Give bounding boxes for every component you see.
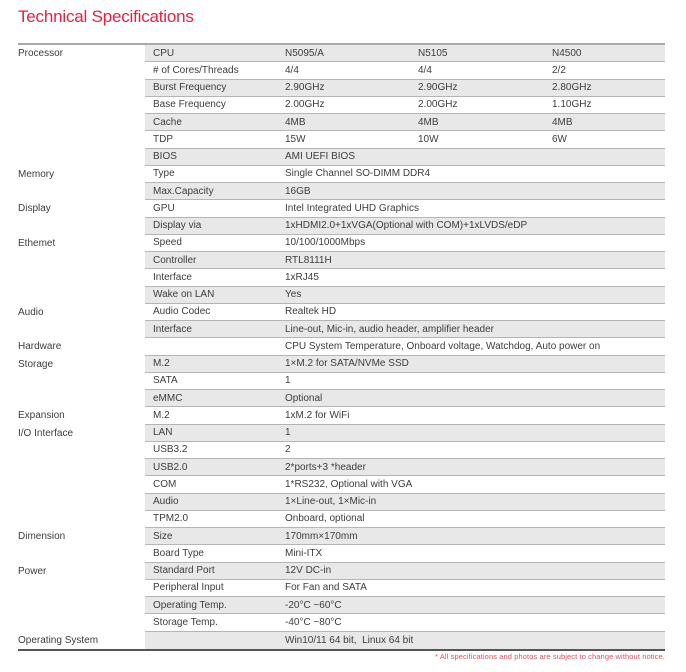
attribute-cell: Standard Port xyxy=(145,563,278,580)
attribute-cell: Cache xyxy=(145,114,278,131)
value-cell: -40°C ~80°C xyxy=(278,614,665,631)
disclaimer-footnote: * All specifications and photos are subject to change without notice. xyxy=(435,652,665,661)
category-cell: Operating System xyxy=(18,634,99,646)
attribute-cell: LAN xyxy=(145,425,278,442)
value-cell: Line-out, Mic-in, audio header, amplifier header xyxy=(278,321,665,338)
page-title: Technical Specifications xyxy=(18,7,194,26)
category-cell xyxy=(18,511,145,528)
value-cell: 12V DC-in xyxy=(278,563,665,580)
value-cell: Onboard, optional xyxy=(278,511,665,528)
category-cell xyxy=(18,614,145,631)
attribute-cell: Storage Temp. xyxy=(145,614,278,631)
attribute-cell: # of Cores/Threads xyxy=(145,62,278,79)
category-cell xyxy=(18,183,145,200)
table-row xyxy=(18,62,665,79)
table-row xyxy=(18,218,665,235)
value-cell: 1xHDMI2.0+1xVGA(Optional with COM)+1xLVDS/eDP xyxy=(278,218,665,235)
category-cell xyxy=(18,218,145,235)
category-cell xyxy=(18,97,145,114)
attribute-cell: Operating Temp. xyxy=(145,597,278,614)
category-cell xyxy=(18,597,145,614)
attribute-cell: Interface xyxy=(145,321,278,338)
table-row xyxy=(18,407,665,424)
value-cell: 1 xyxy=(278,425,665,442)
value-cell: Single Channel SO-DIMM DDR4 xyxy=(278,166,665,183)
value-cell: RTL8111H xyxy=(278,252,665,269)
category-cell xyxy=(18,476,145,493)
category-cell xyxy=(18,114,145,131)
attribute-cell: Wake on LAN xyxy=(145,287,278,304)
value-cell: 6W xyxy=(545,131,665,148)
category-cell: Dimension xyxy=(18,531,66,543)
attribute-cell xyxy=(145,632,278,649)
value-cell: 15W xyxy=(278,131,411,148)
attribute-cell: Display via xyxy=(145,218,278,235)
value-cell: 10/100/1000Mbps xyxy=(278,235,665,252)
attribute-cell: Audio xyxy=(145,494,278,511)
attribute-cell: USB2.0 xyxy=(145,459,278,476)
value-cell: 2.00GHz xyxy=(411,97,545,114)
attribute-cell: TDP xyxy=(145,131,278,148)
value-cell: 4/4 xyxy=(278,62,411,79)
table-row xyxy=(18,511,665,528)
table-row xyxy=(18,494,665,511)
value-cell: 1xRJ45 xyxy=(278,269,665,286)
value-cell: 2.00GHz xyxy=(278,97,411,114)
category-cell: Processor xyxy=(18,48,64,60)
attribute-cell xyxy=(145,338,278,355)
category-cell xyxy=(18,545,145,562)
category-cell: Expansion xyxy=(18,410,65,422)
attribute-cell: Peripheral Input xyxy=(145,580,278,597)
attribute-cell: BIOS xyxy=(145,149,278,166)
attribute-cell: USB3.2 xyxy=(145,442,278,459)
value-cell: 4MB xyxy=(545,114,665,131)
value-cell: 2/2 xyxy=(545,62,665,79)
attribute-cell: Burst Frequency xyxy=(145,80,278,97)
attribute-cell: GPU xyxy=(145,200,278,217)
value-cell: 1 xyxy=(278,373,665,390)
category-cell xyxy=(18,494,145,511)
table-row xyxy=(18,356,665,373)
value-cell: -20°C ~60°C xyxy=(278,597,665,614)
table-row xyxy=(18,442,665,459)
table-row xyxy=(18,459,665,476)
value-cell: Intel Integrated UHD Graphics xyxy=(278,200,665,217)
value-cell: 2.80GHz xyxy=(545,80,665,97)
table-row xyxy=(18,287,665,304)
attribute-cell: TPM2.0 xyxy=(145,511,278,528)
value-cell: Win10/11 64 bit, Linux 64 bit xyxy=(278,632,665,649)
value-cell: 2*ports+3 *header xyxy=(278,459,665,476)
value-cell: N4500 xyxy=(545,45,665,62)
value-cell: 1*RS232, Optional with VGA xyxy=(278,476,665,493)
value-cell: Realtek HD xyxy=(278,304,665,321)
attribute-cell: COM xyxy=(145,476,278,493)
category-cell: Ethemet xyxy=(18,237,56,249)
value-cell: Optional xyxy=(278,390,665,407)
category-cell: Audio xyxy=(18,306,44,318)
value-cell: 1×Line-out, 1×Mic-in xyxy=(278,494,665,511)
value-cell: 10W xyxy=(411,131,545,148)
category-cell: Memory xyxy=(18,168,55,180)
table-row xyxy=(18,252,665,269)
attribute-cell: M.2 xyxy=(145,407,278,424)
value-cell: 4/4 xyxy=(411,62,545,79)
value-cell: 1.10GHz xyxy=(545,97,665,114)
attribute-cell: Max.Capacity xyxy=(145,183,278,200)
attribute-cell: Board Type xyxy=(145,545,278,562)
value-cell: Yes xyxy=(278,287,665,304)
value-cell: N5095/A xyxy=(278,45,411,62)
table-row xyxy=(18,80,665,97)
table-row xyxy=(18,131,665,148)
value-cell: 16GB xyxy=(278,183,665,200)
attribute-cell: CPU xyxy=(145,45,278,62)
category-cell xyxy=(18,442,145,459)
attribute-cell: M.2 xyxy=(145,356,278,373)
category-cell xyxy=(18,390,145,407)
category-cell xyxy=(18,373,145,390)
table-row xyxy=(18,476,665,493)
table-row xyxy=(18,580,665,597)
spec-table xyxy=(18,43,665,651)
value-cell: AMI UEFI BIOS xyxy=(278,149,665,166)
category-cell xyxy=(18,459,145,476)
attribute-cell: Controller xyxy=(145,252,278,269)
category-cell xyxy=(18,252,145,269)
table-row xyxy=(18,528,665,545)
table-row xyxy=(18,200,665,217)
table-row xyxy=(18,304,665,321)
table-row xyxy=(18,563,665,580)
value-cell: 170mm×170mm xyxy=(278,528,665,545)
table-row xyxy=(18,149,665,166)
category-cell xyxy=(18,149,145,166)
attribute-cell: eMMC xyxy=(145,390,278,407)
table-row xyxy=(18,632,665,649)
table-row xyxy=(18,166,665,183)
table-row xyxy=(18,45,665,62)
category-cell: Storage xyxy=(18,358,54,370)
value-cell: 2 xyxy=(278,442,665,459)
attribute-cell: Speed xyxy=(145,235,278,252)
value-cell: 1×M.2 for SATA/NVMe SSD xyxy=(278,356,665,373)
value-cell: CPU System Temperature, Onboard voltage, Watchdog, Auto power on xyxy=(278,338,665,355)
category-cell: Power xyxy=(18,565,47,577)
value-cell: 4MB xyxy=(278,114,411,131)
attribute-cell: Type xyxy=(145,166,278,183)
attribute-cell: Interface xyxy=(145,269,278,286)
table-row xyxy=(18,183,665,200)
value-cell: For Fan and SATA xyxy=(278,580,665,597)
table-row xyxy=(18,373,665,390)
table-row xyxy=(18,321,665,338)
category-cell xyxy=(18,580,145,597)
table-row xyxy=(18,97,665,114)
category-cell xyxy=(18,62,145,79)
category-cell: Hardware xyxy=(18,341,62,353)
category-cell: Display xyxy=(18,203,51,215)
table-row xyxy=(18,545,665,562)
category-cell xyxy=(18,131,145,148)
table-row xyxy=(18,597,665,614)
value-cell: 1xM.2 for WiFi xyxy=(278,407,665,424)
attribute-cell: Audio Codec xyxy=(145,304,278,321)
table-row xyxy=(18,114,665,131)
attribute-cell: Base Frequency xyxy=(145,97,278,114)
table-row xyxy=(18,614,665,631)
category-cell xyxy=(18,321,145,338)
category-cell xyxy=(18,269,145,286)
value-cell: 4MB xyxy=(411,114,545,131)
value-cell: Mini-ITX xyxy=(278,545,665,562)
value-cell: 2.90GHz xyxy=(411,80,545,97)
attribute-cell: SATA xyxy=(145,373,278,390)
table-row xyxy=(18,269,665,286)
category-cell: I/O Interface xyxy=(18,427,74,439)
table-row xyxy=(18,425,665,442)
value-cell: 2.90GHz xyxy=(278,80,411,97)
category-cell xyxy=(18,80,145,97)
category-cell xyxy=(18,287,145,304)
table-row xyxy=(18,338,665,355)
table-row xyxy=(18,390,665,407)
table-row xyxy=(18,235,665,252)
value-cell: N5105 xyxy=(411,45,545,62)
attribute-cell: Size xyxy=(145,528,278,545)
